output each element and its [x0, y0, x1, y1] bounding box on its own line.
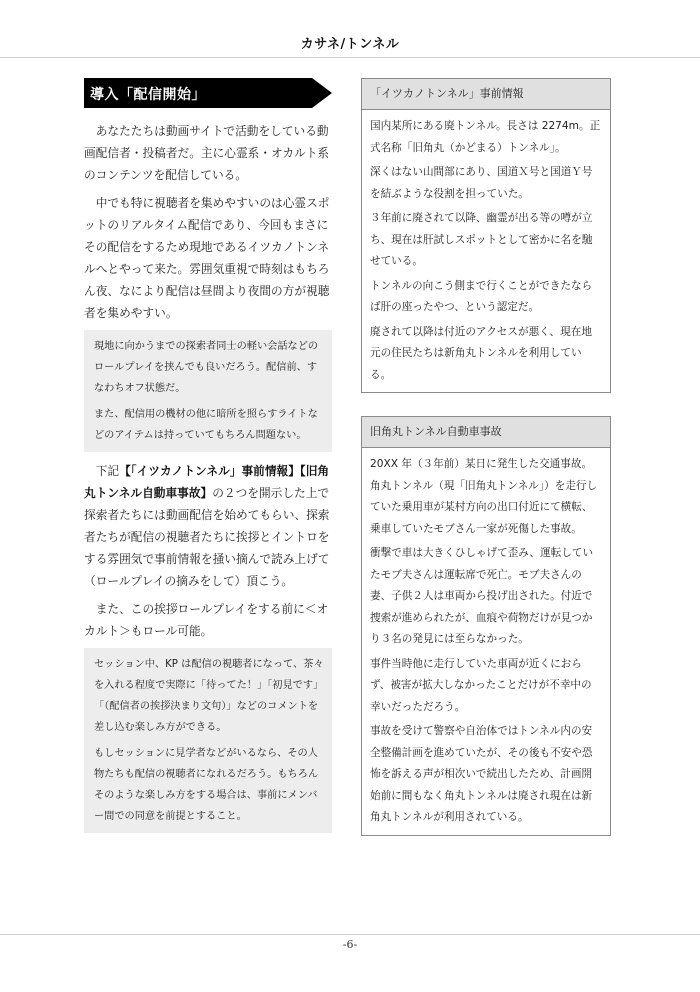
handout-body [362, 448, 610, 835]
kp-note-text: また、配信用の機材の他に暗所を照らすライトなどのアイテムは持っていてもちろん問題ない。 [94, 409, 318, 441]
kp-note-text: セッション中、KP は配信の視聴者になって、茶々を入れる程度で実際に「待ってた！」「初見です」「（配信者の挨拶決まり文句）」などのコメントを差し込む楽しみ方ができる。 [94, 659, 324, 733]
handout-paragraph: 国内某所にある廃トンネル。長さは 2274m。正式名称「旧角丸（かどまる）トンネル」。 [370, 120, 601, 154]
header-divider [0, 57, 700, 58]
handout-paragraph: 深くはない山間部にあり、国道Ｘ号と国道Ｙ号を結ぶような役割を担っていた。 [370, 166, 593, 200]
running-header-title: カサネ/トンネル [300, 37, 400, 52]
handout-title: 旧角丸トンネル自動車事故 [362, 417, 610, 448]
page-number: -6- [342, 938, 358, 951]
footer-divider [0, 934, 700, 935]
kp-note-text: もしセッションに見学者などがいるなら、その人物たちも配信の視聴者になれるだろう。もちろんそのような楽しみ方をする場合は、事前にメンバー間での同意を前提とすること。 [94, 748, 319, 822]
handout-paragraph: トンネルの向こう側まで行くことができたならば肝の座ったやつ、という認定だ。 [370, 279, 593, 313]
intro-column [84, 78, 332, 841]
intro-paragraph-1: あなたたちは動画サイトで活動をしている動画配信者・投稿者だ。主に心霊系・オカルト系のコンテンツを配信している。 [84, 124, 330, 182]
handout-paragraph: 事件当時他に走行していた車両が近くにおらず、被害が拡大しなかったことだけが不幸中の幸いだっただろう。 [370, 657, 592, 713]
handout-body [362, 110, 610, 392]
kp-note-text: 現地に向かうまでの探索者同士の軽い会話などのロールプレイを挟んでも良いだろう。配信前、すなわちオフ状態だ。 [94, 341, 319, 394]
handout-paragraph: ３年前に廃されて以降、幽霊が出る等の噂が立ち、現在は肝試しスポットとして密かに名を馳せている。 [370, 212, 593, 267]
handout-paragraph: 衝撃で車は大きくひしゃげて歪み、運転していたモブ夫さんは運転席で死亡。モブ夫さんの妻、子供２人は車両から投げ出された。付近で捜索が進められたが、血痕や荷物だけが見つかり３名の発見には至らなかった。 [370, 547, 594, 645]
kp-note-box-2 [84, 648, 332, 833]
handout-paragraph: 廃されて以降は付近のアクセスが悪く、現在地元の住民たちは新角丸トンネルを利用している。 [370, 325, 592, 381]
handout-box-car-accident [361, 416, 611, 836]
kp-note-box-1 [84, 330, 332, 452]
section-heading-text: 導入「配信開始」 [90, 87, 206, 103]
intro-paragraph-4: また、この挨拶ロールプレイをする前に＜オカルト＞もロール可能。 [84, 602, 329, 638]
paragraph-text: 下記 [95, 464, 120, 478]
intro-paragraph-3 [84, 460, 332, 592]
intro-paragraph-2: 中でも特に視聴者を集めやすいのは心霊スポットのリアルタイム配信であり、今回もまさにその配信をするため現地であるイツカノトンネルへとやって来た。雰囲気重視で時刻はもちろん夜、なにより配信は昼間より夜間の方が視聴者を集めやすい。 [84, 196, 330, 320]
handout-paragraph: 事故を受けて警察や自治体ではトンネル内の安全整備計画を進めていたが、その後も不安や恐怖を訴える声が相次いで続出したため、計画開始前に間もなく角丸トンネルは廃され現在は新角丸トンネルが利用されている。 [370, 725, 593, 823]
handout-paragraph: 20XX 年（３年前）某日に発生した交通事故。角丸トンネル（現「旧角丸トンネル」）を走行していた乗用車が某村方向の出口付近にて横転、乗車していたモブさん一家が死傷した事故。 [370, 458, 598, 535]
info-reference-bold: 【「イツカノトンネル」事前情報】【旧角丸トンネル自動車事故】 [84, 464, 330, 500]
section-heading [84, 78, 332, 108]
paragraph-text: の２つを開示した上で探索者たちには動画配信を始めてもらい、探索者たちが配信の視聴者たちに挨拶とイントロをする雰囲気で事前情報を掻い摘んで読み上げて（ロールプレイの摘みをして）頂こう。 [84, 486, 330, 588]
handout-title: 「イツカノトンネル」事前情報 [362, 79, 610, 110]
handout-box-tunnel-info [361, 78, 611, 393]
